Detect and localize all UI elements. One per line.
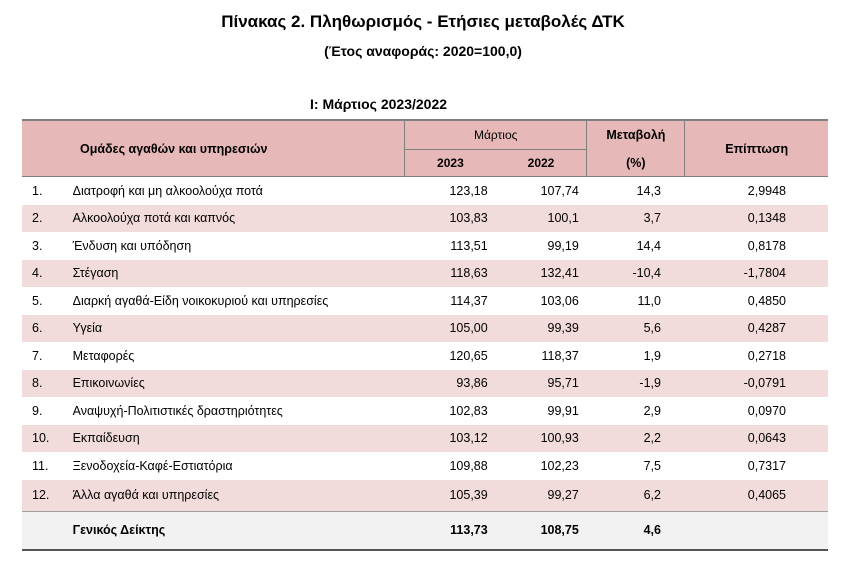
row-number: 2. <box>22 205 73 233</box>
header-year-2023: 2023 <box>405 150 496 177</box>
row-change: 5,6 <box>587 315 685 343</box>
table-body <box>22 177 828 512</box>
table-row <box>22 315 828 343</box>
row-value-2023: 123,18 <box>449 183 488 198</box>
total-impact <box>685 511 828 550</box>
table-row <box>22 480 828 512</box>
row-value-2023: 114,37 <box>450 293 488 308</box>
row-change: 14,4 <box>636 238 661 253</box>
row-impact: 0,4287 <box>685 315 828 343</box>
row-value-2022: 99,19 <box>547 238 579 253</box>
row-value-2022: 132,41 <box>496 260 587 288</box>
table-row <box>22 425 828 453</box>
row-impact: 0,0970 <box>747 403 786 418</box>
row-value-2023: 113,51 <box>450 238 488 253</box>
row-number: 1. <box>32 183 43 198</box>
row-number: 9. <box>32 403 43 418</box>
row-group-name: Άλλα αγαθά και υπηρεσίες <box>73 480 405 512</box>
row-number: 12. <box>22 480 73 512</box>
row-impact: 0,2718 <box>747 348 786 363</box>
total-2023: 113,73 <box>405 511 496 550</box>
row-change: 3,7 <box>587 205 685 233</box>
row-value-2023: 103,12 <box>405 425 496 453</box>
table-row <box>22 370 828 398</box>
row-group-name: Αναψυχή-Πολιτιστικές δραστηριότητες <box>72 403 283 418</box>
row-value-2022: 100,93 <box>496 425 587 453</box>
header-change: Μεταβολή <box>587 120 685 150</box>
row-value-2022: 99,91 <box>547 403 579 418</box>
row-group-name: Διαρκή αγαθά-Είδη νοικοκυριού και υπηρεσίες <box>72 293 329 308</box>
header-change-unit: (%) <box>587 150 685 177</box>
row-change: 2,9 <box>643 403 661 418</box>
table-row <box>22 260 828 288</box>
row-group-name: Μεταφορές <box>72 348 135 363</box>
row-value-2022: 107,74 <box>540 183 579 198</box>
row-change: 1,9 <box>643 348 661 363</box>
row-impact: -0,0791 <box>685 370 828 398</box>
row-impact: 0,4850 <box>747 293 786 308</box>
header-row <box>22 120 828 150</box>
row-group-name: Ξενοδοχεία-Καφέ-Εστιατόρια <box>72 458 233 473</box>
total-change: 4,6 <box>587 511 685 550</box>
row-group-name: Επικοινωνίες <box>73 370 405 398</box>
row-number: 10. <box>22 425 73 453</box>
row-value-2023: 118,63 <box>405 260 496 288</box>
total-row <box>22 511 828 550</box>
row-value-2023: 102,83 <box>449 403 488 418</box>
row-group-name: Αλκοολούχα ποτά και καπνός <box>73 205 405 233</box>
row-number: 6. <box>22 315 73 343</box>
row-change: 2,2 <box>587 425 685 453</box>
row-number: 3. <box>32 238 43 253</box>
row-change: 14,3 <box>636 183 661 198</box>
row-value-2023: 109,88 <box>449 458 488 473</box>
row-change: -1,9 <box>587 370 685 398</box>
table-row <box>22 287 828 315</box>
header-march: Μάρτιος <box>405 120 587 150</box>
row-value-2023: 93,86 <box>405 370 496 398</box>
row-number: 7. <box>32 348 43 363</box>
row-group-name: Ένδυση και υπόδηση <box>72 238 192 253</box>
row-value-2022: 102,23 <box>540 458 579 473</box>
row-value-2023: 120,65 <box>449 348 488 363</box>
header-groups: Ομάδες αγαθών και υπηρεσιών <box>22 120 405 177</box>
total-name: Γενικός Δείκτης <box>73 511 405 550</box>
table-row <box>22 205 828 233</box>
row-number: 11. <box>32 458 49 473</box>
row-value-2023: 105,39 <box>405 480 496 512</box>
table-row <box>22 397 828 425</box>
row-value-2022: 95,71 <box>496 370 587 398</box>
row-change: 11,0 <box>637 293 661 308</box>
header-year-2022: 2022 <box>496 150 587 177</box>
row-value-2022: 118,37 <box>541 348 579 363</box>
row-group-name: Εκπαίδευση <box>73 425 405 453</box>
row-number: 4. <box>22 260 73 288</box>
section-heading: I: Μάρτιος 2023/2022 <box>310 96 448 112</box>
row-value-2023: 103,83 <box>405 205 496 233</box>
row-value-2023: 105,00 <box>405 315 496 343</box>
row-value-2022: 103,06 <box>540 293 579 308</box>
row-impact: 0,1348 <box>685 205 828 233</box>
total-2022: 108,75 <box>496 511 587 550</box>
row-value-2022: 99,27 <box>496 480 587 512</box>
row-value-2022: 99,39 <box>496 315 587 343</box>
row-group-name: Διατροφή και μη αλκοολούχα ποτά <box>72 183 263 198</box>
row-change: -10,4 <box>587 260 685 288</box>
row-impact: 0,8178 <box>747 238 786 253</box>
table-subtitle: (Έτος αναφοράς: 2020=100,0) <box>324 43 522 59</box>
row-impact: 2,9948 <box>747 183 786 198</box>
row-number: 8. <box>22 370 73 398</box>
row-impact: 0,4065 <box>685 480 828 512</box>
row-impact: 0,7317 <box>747 458 786 473</box>
table-row <box>22 232 828 260</box>
table-row <box>22 177 828 205</box>
row-change: 7,5 <box>643 458 661 473</box>
row-number: 5. <box>32 293 43 308</box>
total-no <box>22 511 73 550</box>
header-impact: Επίπτωση <box>685 120 828 177</box>
table-row <box>22 342 828 370</box>
table-title: Πίνακας 2. Πληθωρισμός - Ετήσιες μεταβολές ΔΤΚ <box>221 12 625 31</box>
row-impact: 0,0643 <box>685 425 828 453</box>
row-value-2022: 100,1 <box>496 205 587 233</box>
table-row <box>22 452 828 480</box>
row-group-name: Υγεία <box>73 315 405 343</box>
row-change: 6,2 <box>587 480 685 512</box>
inflation-table <box>22 119 828 551</box>
row-impact: -1,7804 <box>685 260 828 288</box>
row-group-name: Στέγαση <box>73 260 405 288</box>
